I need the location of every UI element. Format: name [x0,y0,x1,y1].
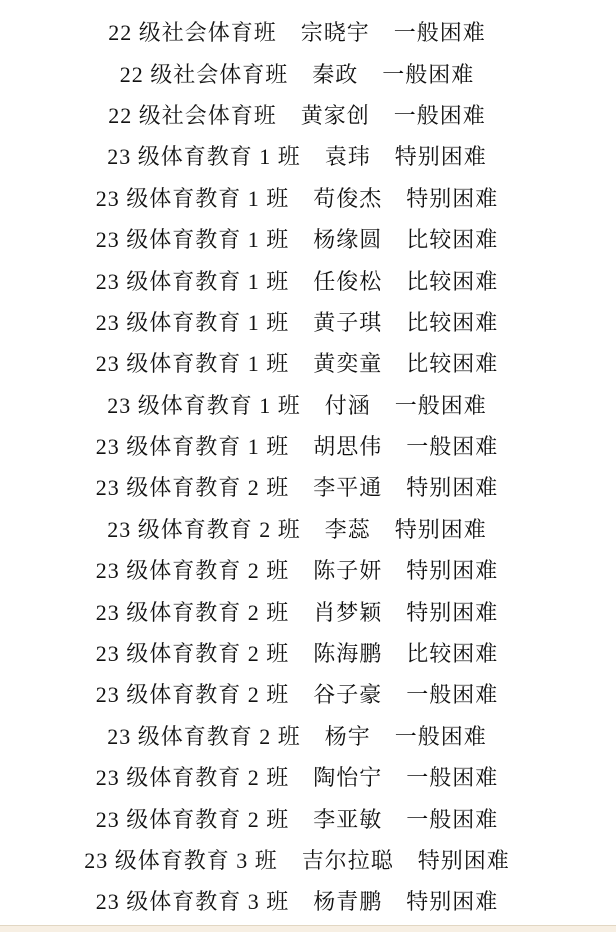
student-row [0,425,616,466]
student-row [0,218,616,259]
difficulty-level: 一般困难 [394,392,487,418]
class-name: 23 级体育教育 2 班 [107,723,301,749]
student-name: 黄奕童 [313,351,383,377]
class-name: 23 级体育教育 1 班 [95,268,290,294]
student-name: 杨缘圆 [313,227,383,253]
difficulty-level: 一般困难 [406,806,499,832]
student-name: 黄家创 [300,102,370,128]
student-name: 胡思伟 [313,434,383,460]
difficulty-level: 比较困难 [406,227,499,253]
difficulty-level: 比较困难 [406,268,499,294]
difficulty-level: 比较困难 [406,641,499,667]
difficulty-level: 特别困难 [394,516,487,542]
class-name: 23 级体育教育 2 班 [95,475,290,501]
class-name: 23 级体育教育 2 班 [107,516,301,542]
student-name: 苟俊杰 [313,185,383,211]
student-row [0,756,616,797]
student-row [0,301,616,342]
difficulty-level: 一般困难 [406,434,499,460]
class-name: 23 级体育教育 1 班 [107,144,301,170]
student-name: 陈子妍 [313,558,383,584]
class-name: 22 级社会体育班 [119,61,289,87]
student-row [0,715,616,756]
student-row [0,94,616,135]
class-name: 23 级体育教育 2 班 [95,765,290,791]
difficulty-level: 特别困难 [417,848,510,873]
difficulty-level: 特别困难 [394,144,487,170]
student-row [0,549,616,590]
student-name: 陶怡宁 [313,765,383,791]
student-name: 肖梦颖 [313,599,383,625]
difficulty-level: 特别困难 [406,475,499,501]
student-row [0,259,616,300]
student-name: 李蕊 [324,516,371,542]
difficulty-level: 特别困难 [406,558,499,584]
student-row [0,632,616,673]
difficulty-level: 特别困难 [406,599,499,625]
difficulty-level: 一般困难 [406,765,499,791]
difficulty-level: 一般困难 [406,682,499,708]
class-name: 23 级体育教育 1 班 [107,392,301,418]
class-name: 23 级体育教育 3 班 [95,889,290,915]
difficulty-level: 一般困难 [393,20,486,46]
class-name: 23 级体育教育 1 班 [95,351,290,377]
student-row [0,342,616,383]
class-name: 22 级社会体育班 [108,102,277,128]
class-name: 22 级社会体育班 [108,20,277,46]
student-name: 黄子琪 [313,309,383,335]
student-name: 杨宇 [324,723,371,749]
difficulty-level: 一般困难 [393,102,486,128]
student-name: 杨青鹏 [313,889,383,915]
class-name: 23 级体育教育 1 班 [95,185,290,211]
student-row [0,590,616,631]
student-row [0,177,616,218]
page-bottom-strip [0,925,616,932]
class-name: 23 级体育教育 1 班 [95,434,290,460]
student-name: 李平通 [313,475,383,501]
student-row [0,880,616,921]
student-row [0,466,616,507]
difficulty-level: 比较困难 [406,351,499,377]
difficulty-level: 特别困难 [406,185,499,211]
student-name: 陈海鹏 [313,641,383,667]
class-name: 23 级体育教育 2 班 [95,682,290,708]
student-name: 谷子豪 [313,682,383,708]
difficulty-level: 比较困难 [406,309,499,335]
student-row [0,673,616,714]
student-row [0,52,616,93]
student-row [0,135,616,176]
student-row [0,797,616,838]
student-name: 李亚敏 [313,806,383,832]
difficulty-level: 特别困难 [406,889,499,915]
class-name: 23 级体育教育 3 班 [84,848,278,873]
student-name: 吉尔拉聪 [301,848,394,873]
student-name: 宗晓宇 [300,20,370,46]
student-row [0,11,616,52]
class-name: 23 级体育教育 2 班 [95,558,290,584]
student-name: 任俊松 [313,268,383,294]
student-row [0,508,616,549]
student-name: 袁玮 [324,144,371,170]
student-name: 秦政 [312,61,359,87]
class-name: 23 级体育教育 2 班 [95,806,290,832]
class-name: 23 级体育教育 2 班 [95,641,290,667]
student-row [0,384,616,425]
difficulty-level: 一般困难 [394,723,487,749]
student-name: 付涵 [324,392,371,418]
class-name: 23 级体育教育 1 班 [95,227,290,253]
student-row [0,839,616,880]
difficulty-level: 一般困难 [382,61,475,87]
class-name: 23 级体育教育 2 班 [95,599,290,625]
class-name: 23 级体育教育 1 班 [95,309,290,335]
